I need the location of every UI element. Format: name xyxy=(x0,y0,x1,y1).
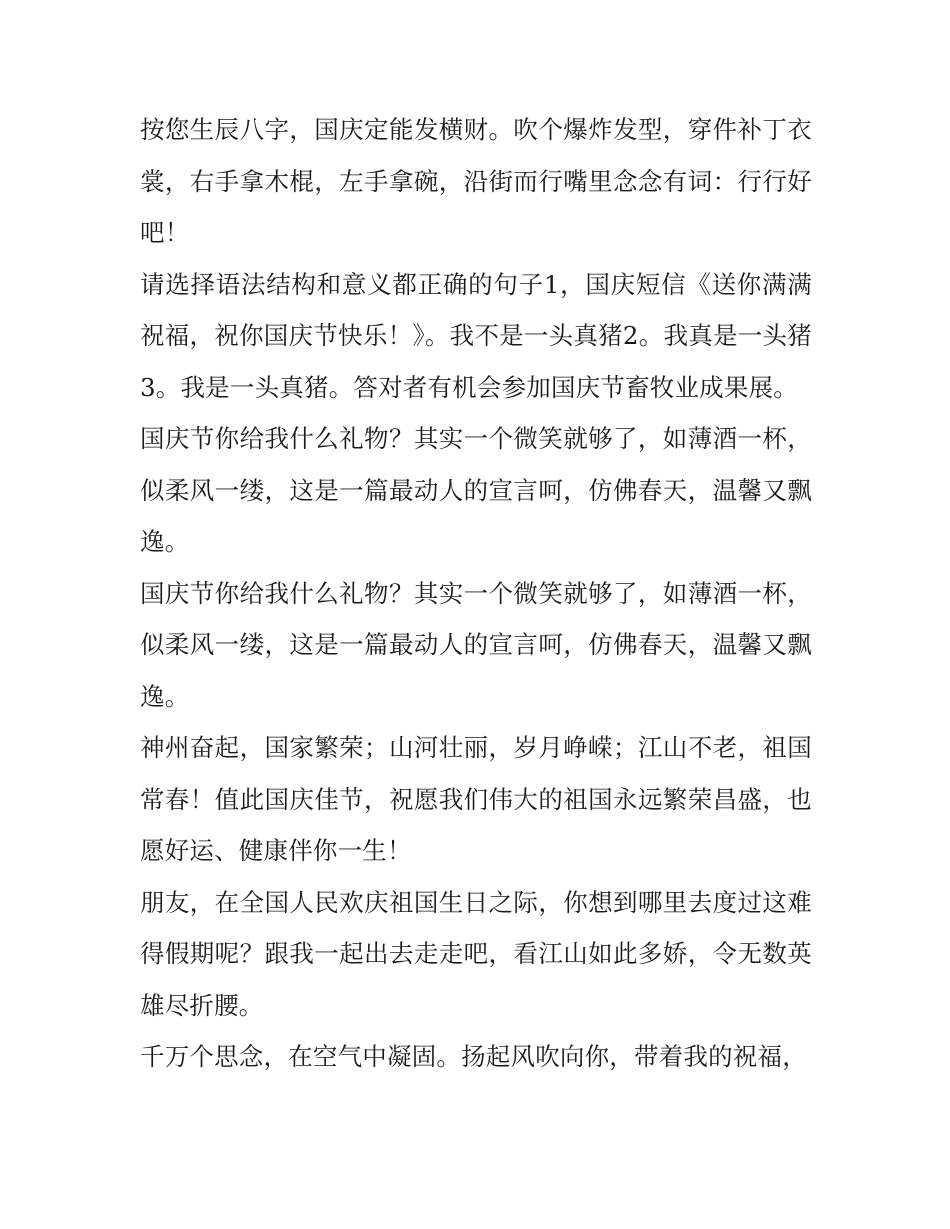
document-body xyxy=(140,104,812,1083)
paragraph-6: 朋友，在全国人民欢庆祖国生日之际，你想到哪里去度过这难得假期呢？跟我一起出去走走吧，看江山如此多娇，令无数英雄尽折腰。 xyxy=(140,887,812,1020)
paragraph-5: 神州奋起，国家繁荣；山河壮丽，岁月峥嵘；江山不老，祖国常春！值此国庆佳节，祝愿我们伟大的祖国永远繁荣昌盛，也愿好运、健康伴你一生！ xyxy=(140,733,812,865)
paragraph-1: 按您生辰八字，国庆定能发横财。吹个爆炸发型，穿件补丁衣裳，右手拿木棍，左手拿碗，沿街而行嘴里念念有词：行行好吧！ xyxy=(140,115,812,247)
paragraph-2: 请选择语法结构和意义都正确的句子1，国庆短信《送你满满祝福，祝你国庆节快乐！》。我不是一头真猪2。我真是一头猪3。我是一头真猪。答对者有机会参加国庆节畜牧业成果展。 xyxy=(140,269,812,402)
paragraph-4: 国庆节你给我什么礼物？其实一个微笑就够了，如薄酒一杯，似柔风一缕，这是一篇最动人的宣言呵，仿佛春天，温馨又飘逸。 xyxy=(140,578,812,711)
paragraph-3: 国庆节你给我什么礼物？其实一个微笑就够了，如薄酒一杯，似柔风一缕，这是一篇最动人的宣言呵，仿佛春天，温馨又飘逸。 xyxy=(140,424,812,556)
paragraph-7: 千万个思念，在空气中凝固。扬起风吹向你，带着我的祝福， xyxy=(140,1042,807,1071)
